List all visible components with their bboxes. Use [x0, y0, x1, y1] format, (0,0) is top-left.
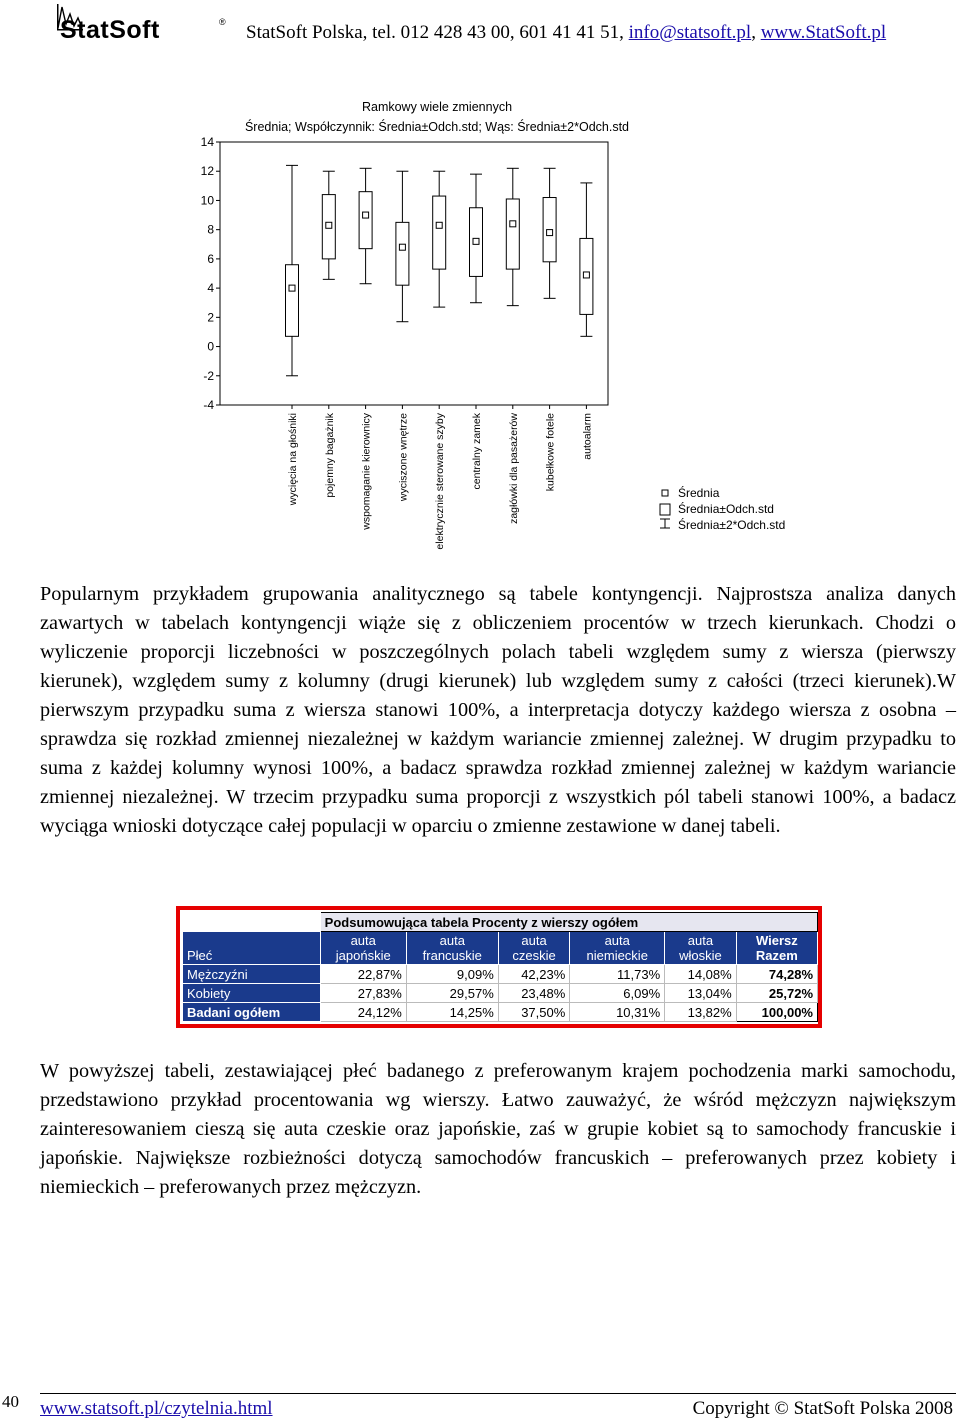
table-cell: 42,23% [498, 965, 570, 984]
page-header [0, 0, 960, 60]
table-cell: 14,08% [665, 965, 737, 984]
x-tick-label: pojemny bagażnik [323, 413, 336, 498]
y-tick-label: 6 [207, 251, 214, 266]
contact-prefix: StatSoft Polska, tel. 012 428 43 00, 601 41 41 51, [246, 22, 629, 43]
table-row [183, 984, 818, 1003]
row-label: Badani ogółem [183, 1003, 321, 1022]
chart-subtitle: Średnia; Współczynnik: Średnia±Odch.std; Wąs: Średnia±2*Odch.std [244, 120, 630, 134]
paragraph-table-interpretation: W powyższej tabeli, zestawiającej płeć badanego z preferowanym krajem pochodzenia marki samochodu, przedstawiono przykład procentowania wg wierszy. Łatwo zauważyć, że wśród mężczyzn największym zainteresowaniem cieszą się auta czeskie oraz japońskie, zaś w grupie kobiet są to samochody francuskie i japońskie. Największe rozbieżności dotyczą samochodów francuskich – preferowanych przez kobiety i niemieckich – preferowanych przez mężczyzn. [40, 1060, 956, 1198]
x-tick-label: wspomaganie kierownicy [360, 413, 373, 530]
table-cell-total: 74,28% [736, 965, 817, 984]
box-plot-chart [190, 92, 810, 562]
legend-label: Średnia±Odch.std [678, 502, 774, 516]
y-tick-label: 10 [200, 193, 214, 208]
chart-title: Ramkowy wiele zmiennych [361, 100, 513, 114]
sd-box [433, 196, 446, 269]
table-cell: 37,50% [498, 1003, 570, 1022]
sd-box [359, 192, 372, 249]
legend-box-marker [660, 504, 670, 515]
y-tick-label: 2 [207, 310, 214, 325]
table-title-row [183, 913, 818, 932]
mean-marker [399, 244, 405, 250]
footer-copyright: Copyright © StatSoft Polska 2008 [692, 1398, 953, 1419]
paragraph-contingency-tables: Popularnym przykładem grupowania analitycznego są tabele kontyngencji. Najprostsza analiza danych zawartych w tabelach kontyngencji wiąże się z obliczeniem procentów w trzech kierunkach. Chodzi o wyliczenie proporcji liczebności w poszczególnych polach tabeli względem sumy z wiersza (pierwszy kierunek), względem sumy z kolumny (drugi kierunek) lub względem sumy z całości (trzeci kierunek).W pierwszym przypadku suma z wiersza stanowi 100%, a interpretacja dotyczy każdego wiersza z osobna – sprawdza się rozkład zmiennej niezależnej w każdym wariancie zmiennej zależnej. W drugim przypadku to suma z każdej kolumny wynosi 100%, a badacz sprawdza rozkład zmiennej zależnej w każdym wariancie zmiennej niezależnej. W trzecim przypadku suma proporcji z wszystkich pól tabeli stanowi 100%, a badacz wyciąga wnioski dotyczące całej populacji w oparciu o zmienne zestawione w danej tabeli. [40, 583, 956, 837]
mean-marker [547, 230, 553, 236]
mean-marker [363, 212, 369, 218]
contingency-table [182, 912, 818, 1022]
table-cell: 14,25% [406, 1003, 498, 1022]
y-axis [201, 135, 220, 412]
y-tick-label: 12 [200, 164, 214, 179]
table-cell: 27,83% [320, 984, 406, 1003]
x-tick-label: wyciszone wnętrze [397, 413, 410, 502]
table-cell: 9,09% [406, 965, 498, 984]
mean-marker [289, 285, 295, 291]
contingency-table-highlight [176, 906, 822, 1028]
table-cell-total: 25,72% [736, 984, 817, 1003]
y-tick-label: 8 [207, 222, 214, 237]
x-tick-label: centralny zamek [471, 413, 483, 490]
y-tick-label: -4 [203, 398, 214, 412]
legend-label: Średnia±2*Odch.std [678, 518, 786, 532]
box-series [286, 165, 593, 375]
legend-mean-marker [662, 490, 668, 496]
email-link[interactable]: info@statsoft.pl [628, 22, 752, 43]
y-tick-label: 4 [207, 281, 214, 296]
page-number: 40 [2, 1392, 19, 1411]
x-tick-label: elektrycznie sterowane szyby [434, 413, 447, 550]
y-tick-label: 14 [200, 135, 214, 149]
column-header: auta czeskie [498, 932, 570, 965]
table-cell: 24,12% [320, 1003, 406, 1022]
website-link[interactable]: www.StatSoft.pl [760, 22, 887, 43]
chart-legend [660, 485, 785, 532]
contact-separator: , [751, 22, 761, 43]
column-header-total: Wiersz Razem [736, 932, 817, 965]
table-cell: 11,73% [570, 965, 665, 984]
x-tick-label: wycięcia na głośniki [287, 413, 299, 506]
column-header: auta japońskie [320, 932, 406, 965]
table-cell: 6,09% [570, 984, 665, 1003]
table-cell: 29,57% [406, 984, 498, 1003]
mean-marker [473, 238, 479, 244]
x-tick-label: autoalarm [581, 413, 594, 460]
mean-marker [326, 222, 332, 228]
footer-url [40, 1398, 273, 1420]
sd-box [396, 222, 409, 285]
column-header: auta niemieckie [570, 932, 665, 965]
mean-marker [436, 222, 442, 228]
footer-url-link[interactable]: www.statsoft.pl/czytelnia.html [40, 1398, 273, 1419]
x-axis [287, 405, 593, 550]
table-cell: 22,87% [320, 965, 406, 984]
sd-box [286, 265, 299, 337]
row-header-label: Płeć [183, 932, 321, 965]
contact-line [246, 22, 886, 44]
y-tick-label: 0 [207, 339, 214, 354]
column-header: auta włoskie [665, 932, 737, 965]
mean-marker [510, 221, 516, 227]
footer-divider [40, 1393, 956, 1394]
table-row [183, 965, 818, 984]
table-row-total [183, 1003, 818, 1022]
logo-text: StatSoft [60, 16, 160, 44]
row-label: Mężczyźni [183, 965, 321, 984]
x-tick-label: zagłówki dla pasażerów [507, 413, 520, 524]
x-tick-label: kubełkowe fotele [544, 413, 557, 492]
table-cell: 13,82% [665, 1003, 737, 1022]
sd-box [506, 199, 519, 269]
table-header-row [183, 932, 818, 965]
y-tick-label: -2 [203, 368, 214, 383]
column-header: auta francuskie [406, 932, 498, 965]
table-cell: 23,48% [498, 984, 570, 1003]
row-label: Kobiety [183, 984, 321, 1003]
table-cell-grand-total: 100,00% [736, 1003, 817, 1022]
table-cell: 13,04% [665, 984, 737, 1003]
table-title: Podsumowująca tabela Procenty z wierszy ogółem [320, 913, 817, 932]
logo-registered-mark: ® [219, 17, 226, 27]
legend-label: Średnia [678, 486, 720, 500]
mean-marker [583, 272, 589, 278]
table-cell: 10,31% [570, 1003, 665, 1022]
